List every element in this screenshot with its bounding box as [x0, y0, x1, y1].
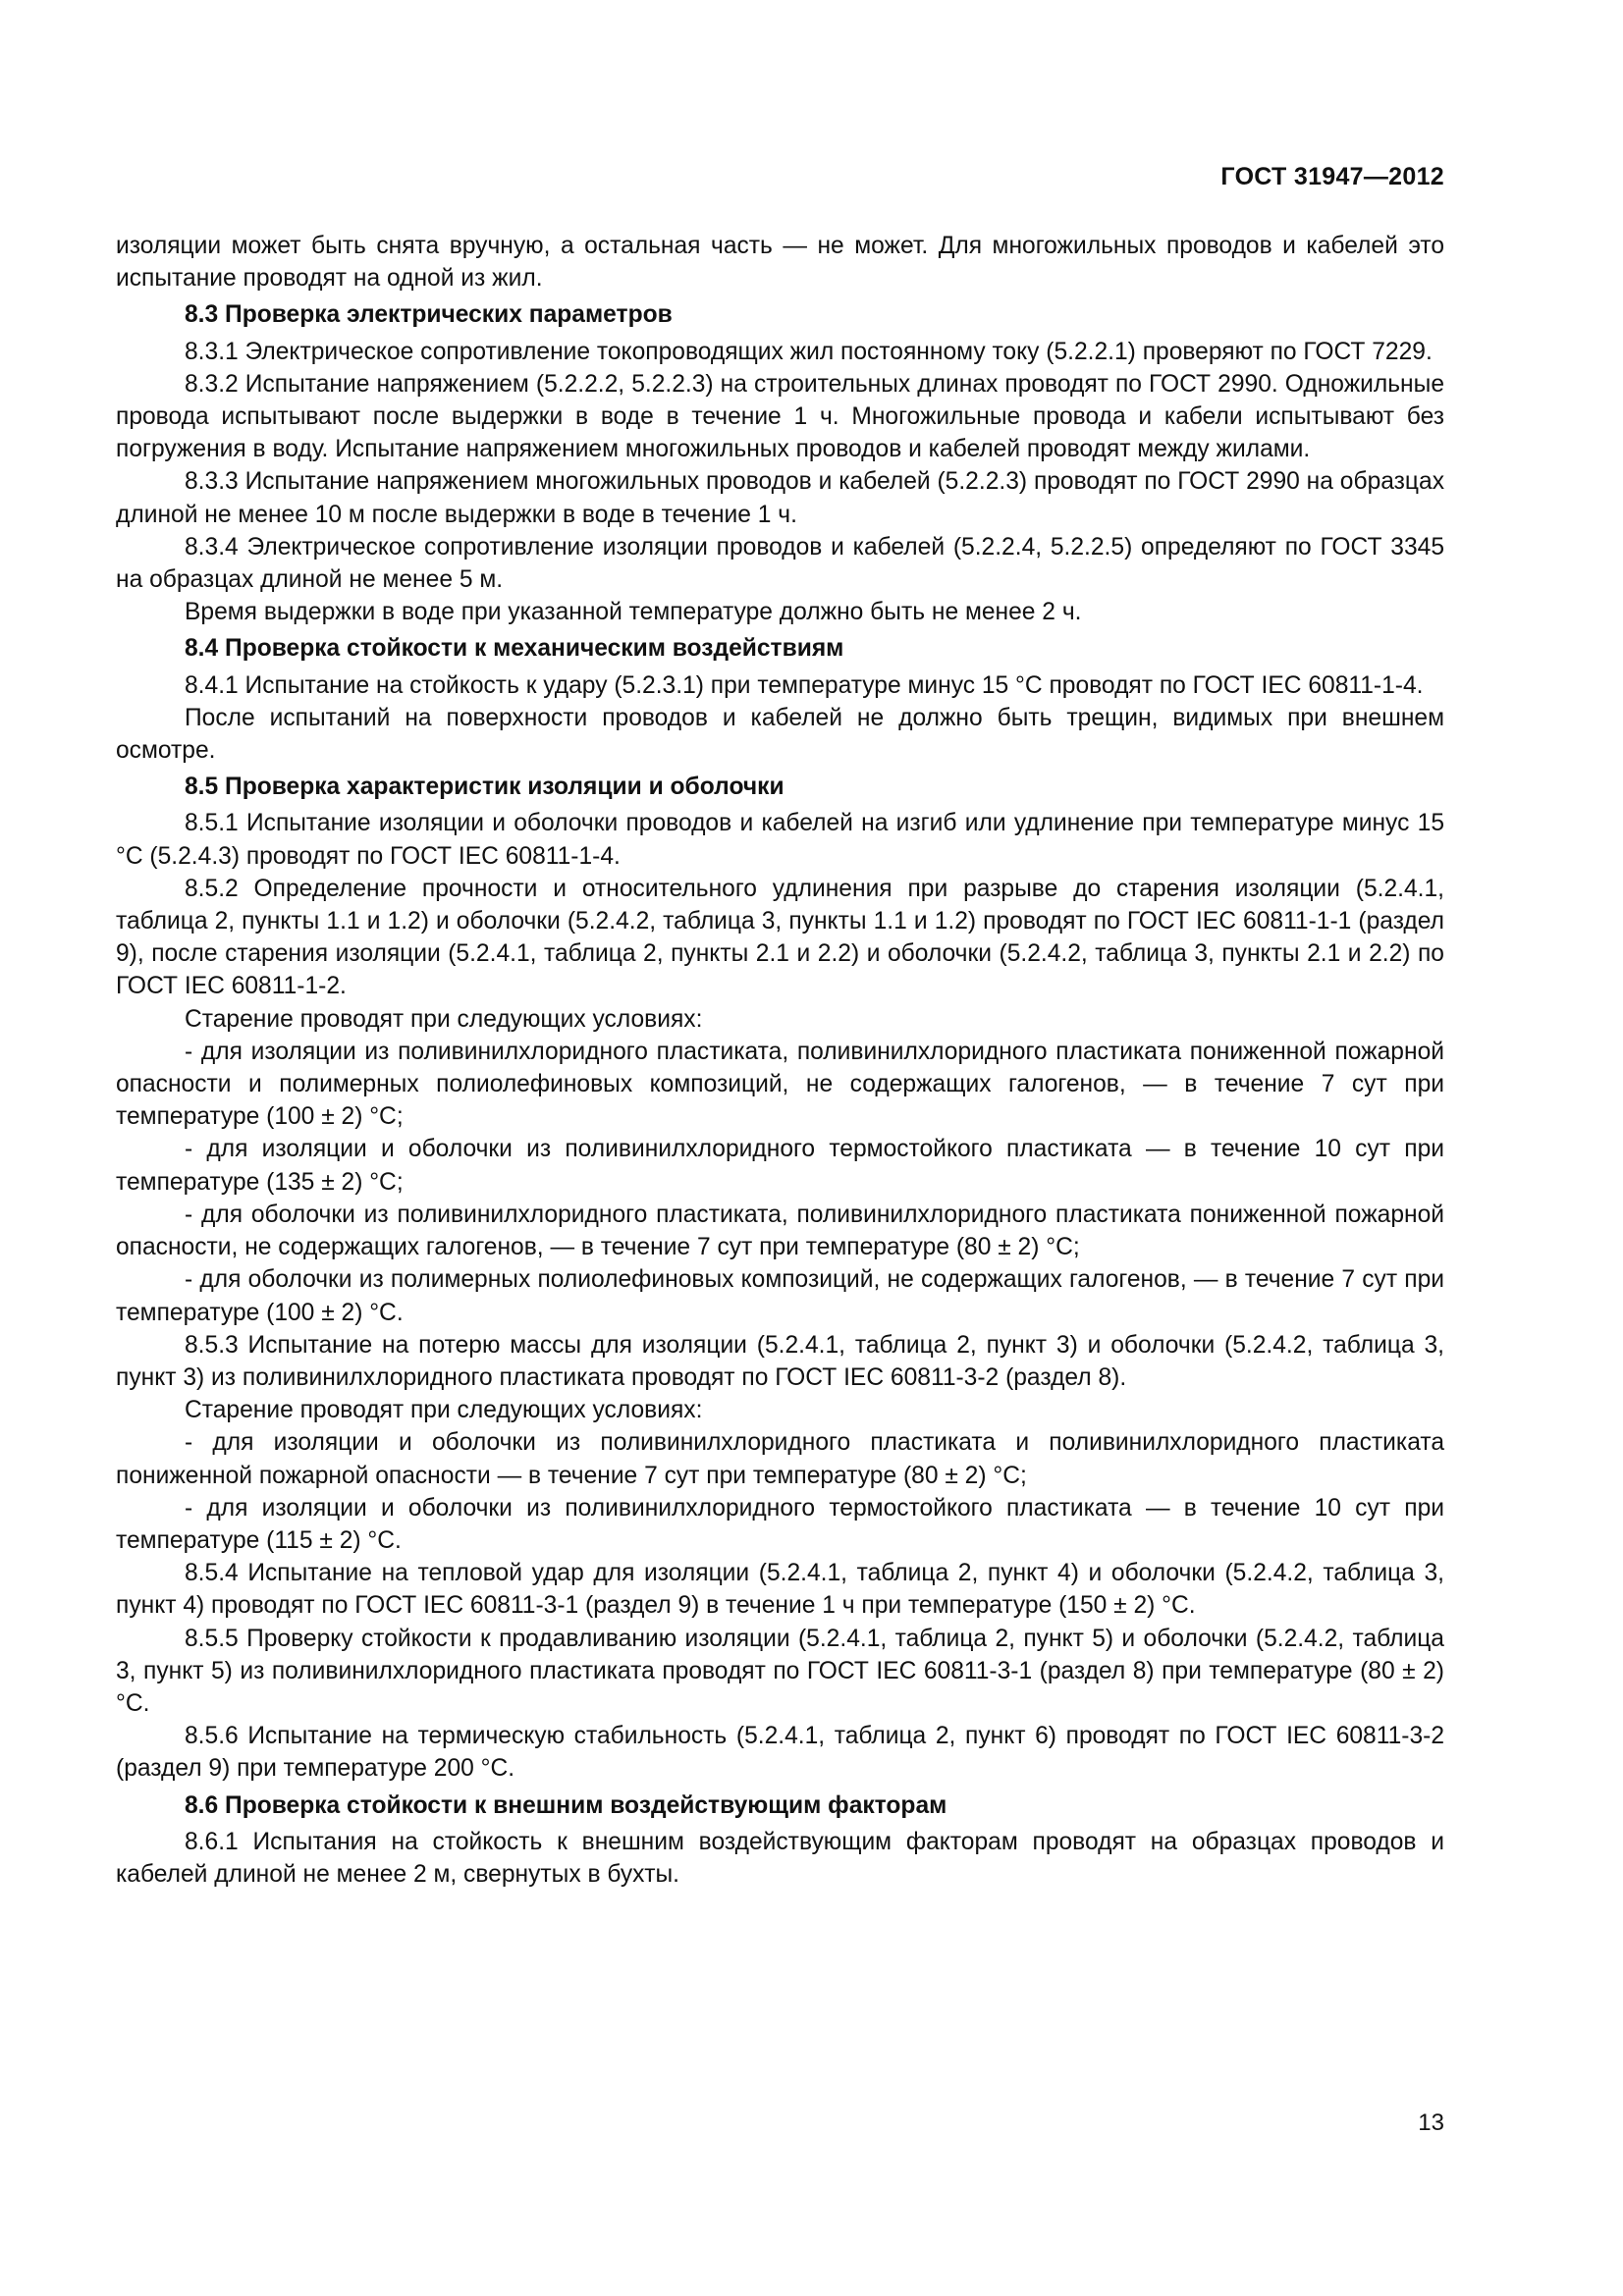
- paragraph: 8.3.3 Испытание напряжением многожильных проводов и кабелей (5.2.2.3) проводят по ГОСТ 2990 на образцах длиной не менее 10 м после выдержки в воде в течение 1 ч.: [116, 468, 1444, 528]
- document-body: [116, 230, 1444, 1891]
- paragraph: 8.5.2 Определение прочности и относительного удлинения при разрыве до старения изоляции (5.2.4.1, таблица 2, пункты 1.1 и 1.2) и оболочки (5.2.4.2, таблица 3, пункты 1.1 и 1.2) проводят по ГОСТ IEC 60811-1-1 (раздел 9), после старения изоляции (5.2.4.1, таблица 2, пункты 2.1 и 2.2) и оболочки (5.2.4.2, таблица 3, пункты 2.1 и 2.2) по ГОСТ IEC 60811-1-2.: [116, 875, 1444, 1000]
- paragraph: 8.4.1 Испытание на стойкость к удару (5.2.3.1) при температуре минус 15 °С проводят по ГОСТ IEC 60811-1-4.: [185, 671, 1424, 699]
- paragraph: изоляции может быть снята вручную, а остальная часть — не может. Для многожильных проводов и кабелей это испытание проводят на одной из жил.: [116, 233, 1444, 293]
- paragraph: - для изоляции и оболочки из поливинилхлоридного пластиката и поливинилхлоридного пластиката пониженной пожарной опасности — в течение 7 сут при температуре (80 ± 2) °С;: [116, 1429, 1444, 1489]
- page-number: 13: [1418, 2109, 1444, 2136]
- paragraph: После испытаний на поверхности проводов и кабелей не должно быть трещин, видимых при внешнем осмотре.: [116, 704, 1444, 765]
- section-heading: 8.6 Проверка стойкости к внешним воздействующим факторам: [185, 1791, 947, 1819]
- paragraph: 8.5.6 Испытание на термическую стабильность (5.2.4.1, таблица 2, пункт 6) проводят по ГОСТ IEC 60811-3-2 (раздел 9) при температуре 200 °С.: [116, 1723, 1444, 1783]
- paragraph: 8.5.3 Испытание на потерю массы для изоляции (5.2.4.1, таблица 2, пункт 3) и оболочки (5.2.4.2, таблица 3, пункт 3) из поливинилхлоридного пластиката проводят по ГОСТ IEC 60811-3-2 (раздел 8).: [116, 1331, 1444, 1391]
- paragraph: - для изоляции и оболочки из поливинилхлоридного термостойкого пластиката — в течение 10 сут при температуре (135 ± 2) °С;: [116, 1136, 1444, 1196]
- paragraph: Старение проводят при следующих условиях:: [185, 1005, 703, 1033]
- paragraph: 8.5.5 Проверку стойкости к продавливанию изоляции (5.2.4.1, таблица 2, пункт 5) и оболочки (5.2.4.2, таблица 3, пункт 5) из поливинилхлоридного пластиката проводят по ГОСТ IEC 60811-3-1 (раздел 8) при температуре (80 ± 2) °С.: [116, 1625, 1444, 1717]
- paragraph: 8.6.1 Испытания на стойкость к внешним воздействующим факторам проводят на образцах проводов и кабелей длиной не менее 2 м, свернутых в бухты.: [116, 1828, 1444, 1888]
- paragraph: 8.5.4 Испытание на тепловой удар для изоляции (5.2.4.1, таблица 2, пункт 4) и оболочки (5.2.4.2, таблица 3, пункт 4) проводят по ГОСТ IEC 60811-3-1 (раздел 9) в течение 1 ч при температуре (150 ± 2) °С.: [116, 1560, 1444, 1620]
- paragraph: 8.3.1 Электрическое сопротивление токопроводящих жил постоянному току (5.2.2.1) проверяют по ГОСТ 7229.: [185, 338, 1433, 365]
- document-designation: ГОСТ 31947—2012: [1220, 163, 1444, 190]
- section-heading: 8.4 Проверка стойкости к механическим воздействиям: [185, 635, 844, 663]
- paragraph: - для изоляции и оболочки из поливинилхлоридного термостойкого пластиката — в течение 10 сут при температуре (115 ± 2) °С.: [116, 1494, 1444, 1554]
- paragraph: - для оболочки из поливинилхлоридного пластиката, поливинилхлоридного пластиката пониженной пожарной опасности, не содержащих галогенов, — в течение 7 сут при температуре (80 ± 2) °С;: [116, 1201, 1444, 1261]
- paragraph: 8.3.4 Электрическое сопротивление изоляции проводов и кабелей (5.2.2.4, 5.2.2.5) определяют по ГОСТ 3345 на образцах длиной не менее 5 м.: [116, 533, 1444, 594]
- paragraph: - для изоляции из поливинилхлоридного пластиката, поливинилхлоридного пластиката пониженной пожарной опасности и полимерных полиолефиновых композиций, не содержащих галогенов, — в течение 7 сут при температуре (100 ± 2) °С;: [116, 1038, 1444, 1131]
- paragraph: 8.3.2 Испытание напряжением (5.2.2.2, 5.2.2.3) на строительных длинах проводят по ГОСТ 2990. Одножильные провода испытывают после выдержки в воде в течение 1 ч. Многожильные провода и кабели испытывают без погружения в воду. Испытание напряжением многожильных проводов и кабелей проводят между жилами.: [116, 370, 1444, 463]
- paragraph: 8.5.1 Испытание изоляции и оболочки проводов и кабелей на изгиб или удлинение при температуре минус 15 °С (5.2.4.3) проводят по ГОСТ IEC 60811-1-4.: [116, 810, 1444, 870]
- paragraph: Старение проводят при следующих условиях:: [185, 1397, 703, 1424]
- paragraph: - для оболочки из полимерных полиолефиновых композиций, не содержащих галогенов, — в течение 7 сут при температуре (100 ± 2) °С.: [116, 1266, 1444, 1326]
- section-heading: 8.3 Проверка электрических параметров: [185, 301, 673, 329]
- section-heading: 8.5 Проверка характеристик изоляции и оболочки: [185, 774, 784, 801]
- paragraph: Время выдержки в воде при указанной температуре должно быть не менее 2 ч.: [185, 599, 1082, 626]
